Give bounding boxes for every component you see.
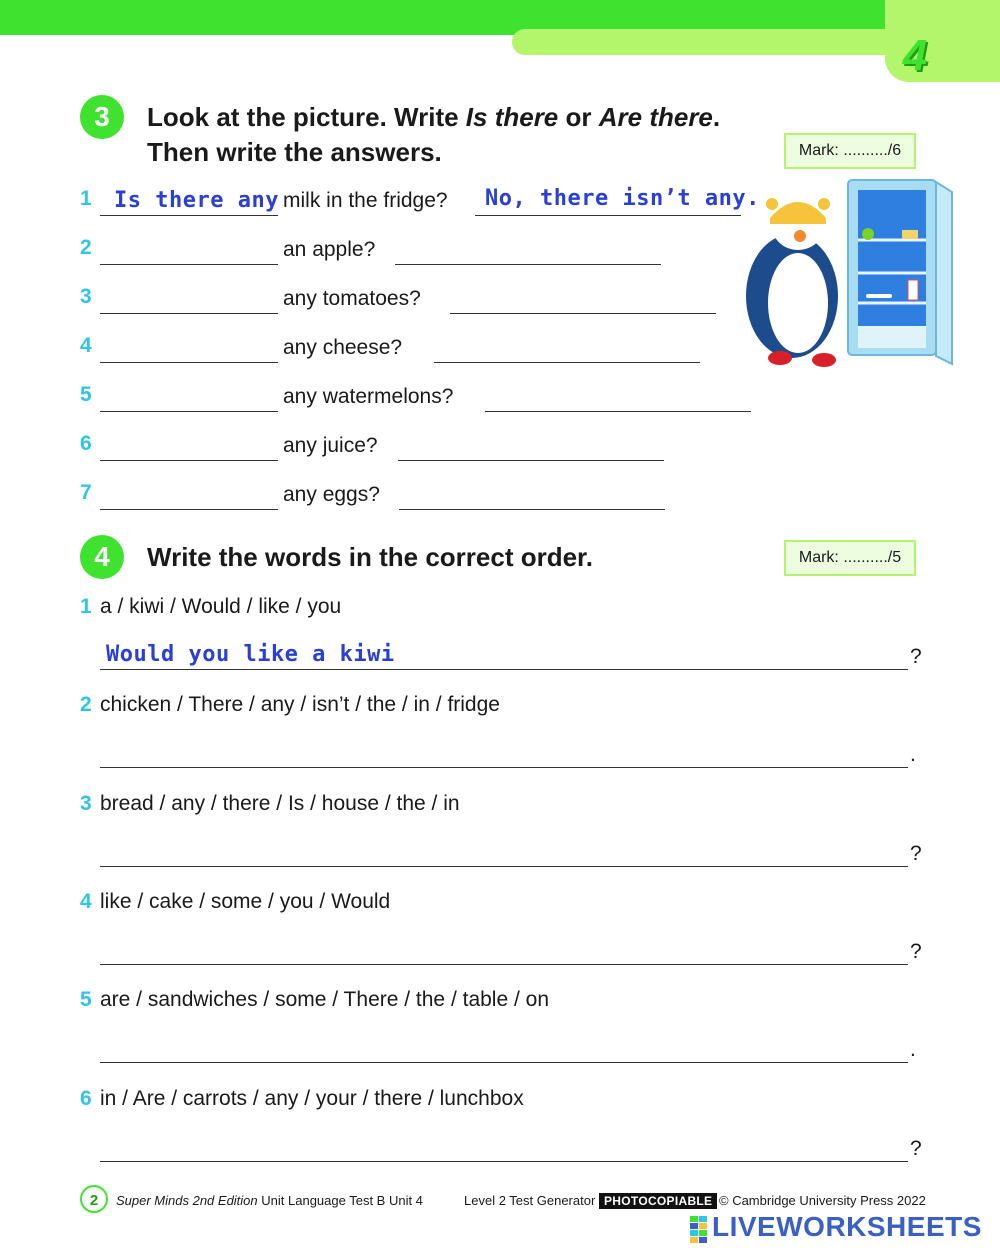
end-punctuation: ? — [910, 939, 922, 963]
footer-copyright: © Cambridge University Press 2022 — [719, 1193, 926, 1208]
answer-blank-1[interactable] — [100, 509, 278, 510]
answer-blank-2[interactable] — [450, 313, 716, 314]
liveworksheets-logo-mark — [690, 1216, 708, 1244]
exercise-4-item-number: 5 — [80, 988, 92, 1012]
exercise-4-title: Write the words in the correct order. — [147, 542, 593, 572]
answer-blank-1[interactable] — [100, 411, 278, 412]
exercise-4-item-number: 6 — [80, 1086, 92, 1110]
question-text: milk in the fridge? — [283, 189, 448, 212]
question-text: an apple? — [283, 238, 376, 261]
exercise-4-item-number: 3 — [80, 791, 92, 815]
question-text: any eggs? — [283, 483, 380, 506]
scrambled-words: chicken / There / any / isn’t / the / in / fridge — [100, 693, 500, 717]
answer-blank-2[interactable] — [485, 411, 751, 412]
answer-blank-1[interactable] — [100, 313, 278, 314]
answer-line[interactable] — [100, 964, 908, 965]
question-text: any tomatoes? — [283, 287, 421, 310]
answer-line[interactable] — [100, 669, 908, 670]
unit-number: 4 — [902, 31, 928, 80]
exercise-3-mark-box: Mark: ........../6 — [784, 133, 916, 169]
exercise-4-mark-box: Mark: ........../5 — [784, 540, 916, 576]
header-accent-bar — [512, 29, 912, 55]
answer-blank-1[interactable] — [100, 215, 278, 216]
answer-blank-2[interactable] — [398, 460, 664, 461]
exercise-4-number: 4 — [80, 535, 124, 579]
scrambled-words: are / sandwiches / some / There / the / table / on — [100, 988, 550, 1012]
footer-title: Super Minds 2nd Edition Unit Language Test B Unit 4 — [116, 1193, 423, 1208]
exercise-4-item-number: 4 — [80, 889, 92, 913]
answer-line[interactable] — [100, 1161, 908, 1162]
exercise-3-item-number: 2 — [80, 236, 92, 259]
question-text: any juice? — [283, 434, 378, 457]
exercise-3-title-line2: Then write the answers. — [147, 137, 442, 167]
exercise-3-item-number: 6 — [80, 432, 92, 455]
exercise-3-number: 3 — [80, 95, 124, 139]
photocopiable-badge: PHOTOCOPIABLE — [599, 1193, 717, 1209]
answer-blank-1[interactable] — [100, 460, 278, 461]
page-number: 2 — [80, 1185, 108, 1213]
scrambled-words: a / kiwi / Would / like / you — [100, 595, 342, 618]
end-punctuation: ? — [910, 1136, 922, 1160]
scrambled-words: in / Are / carrots / any / your / there / lunchbox — [100, 1086, 524, 1110]
scrambled-words: like / cake / some / you / Would — [100, 889, 391, 913]
handwritten-answer-2[interactable]: No, there isn’t any. — [485, 186, 760, 211]
exercise-3-title: Look at the picture. Write Is there or Are there. — [147, 102, 721, 132]
end-punctuation: . — [910, 743, 916, 767]
answer-blank-1[interactable] — [100, 264, 278, 265]
fridge-icon — [848, 180, 952, 364]
end-punctuation: ? — [910, 841, 922, 865]
exercise-3-item-number: 5 — [80, 383, 92, 406]
handwritten-answer[interactable]: Would you like a kiwi — [106, 642, 395, 667]
exercise-3-item-number: 1 — [80, 187, 92, 210]
answer-line[interactable] — [100, 866, 908, 867]
exercise-4-item-number: 1 — [80, 595, 92, 618]
scrambled-words: bread / any / there / Is / house / the / in — [100, 791, 460, 815]
answer-blank-2[interactable] — [434, 362, 700, 363]
liveworksheets-logo: LIVEWORKSHEETS — [712, 1211, 982, 1242]
exercise-4-item-number: 2 — [80, 693, 92, 717]
question-text: any cheese? — [283, 336, 403, 359]
exercise-3-item-number: 4 — [80, 334, 92, 357]
exercise-3-item-number: 7 — [80, 481, 92, 504]
penguin-fridge-illustration — [740, 178, 955, 378]
footer-level: Level 2 Test Generator — [464, 1193, 596, 1208]
end-punctuation: . — [910, 1038, 916, 1062]
exercise-3-item-number: 3 — [80, 285, 92, 308]
penguin-icon — [746, 198, 838, 367]
answer-blank-2[interactable] — [475, 215, 741, 216]
question-text: any watermelons? — [283, 385, 454, 408]
end-punctuation: ? — [910, 645, 922, 668]
answer-line[interactable] — [100, 767, 908, 768]
answer-line[interactable] — [100, 1062, 908, 1063]
answer-blank-2[interactable] — [399, 509, 665, 510]
handwritten-answer-1[interactable]: Is there any — [114, 188, 279, 213]
answer-blank-2[interactable] — [395, 264, 661, 265]
answer-blank-1[interactable] — [100, 362, 278, 363]
